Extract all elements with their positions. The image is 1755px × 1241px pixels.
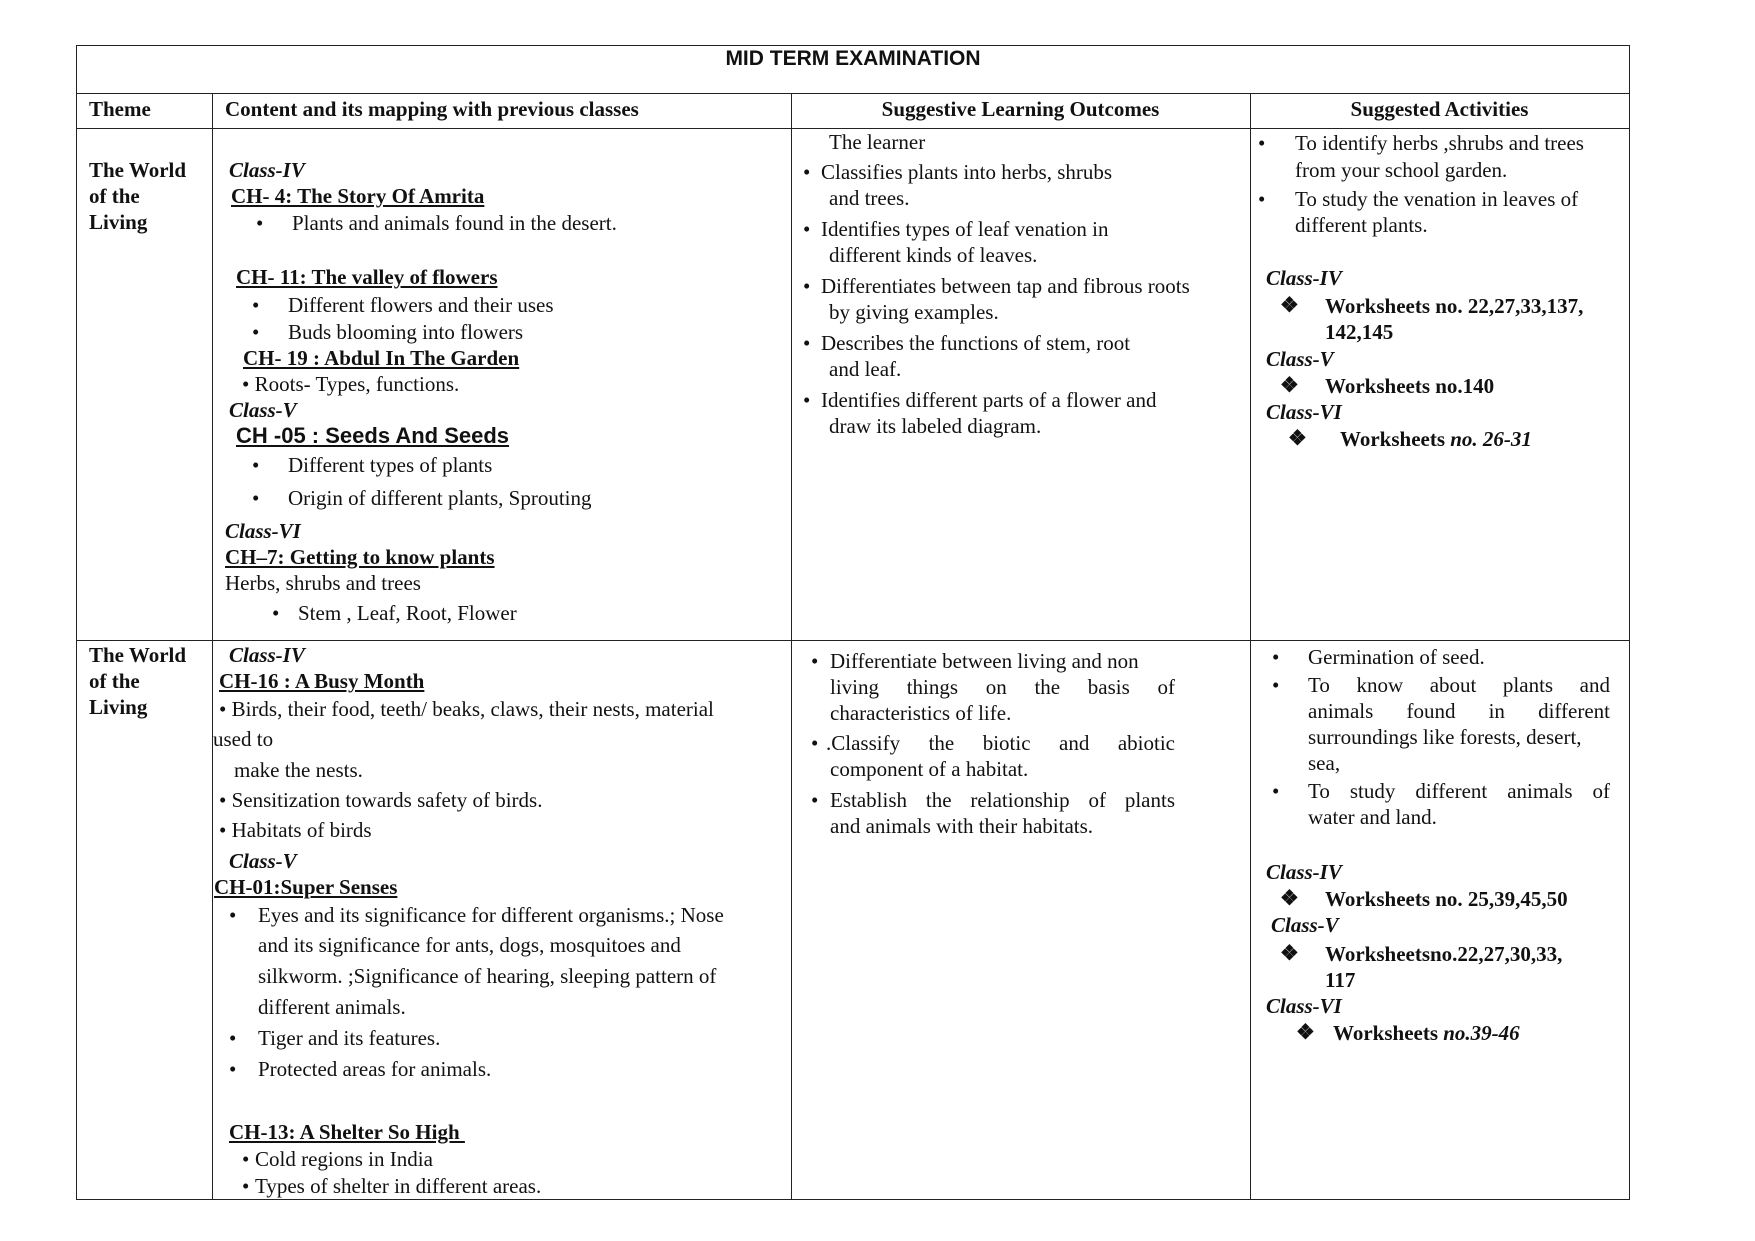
row1-ch19-item: • Roots- Types, functions. xyxy=(242,372,460,396)
border-header-bottom xyxy=(76,128,1630,129)
row1-outcome5-line2: draw its labeled diagram. xyxy=(829,414,1042,438)
row2-worksheets-class5-line2: 117 xyxy=(1325,968,1356,992)
table-title: MID TERM EXAMINATION xyxy=(725,47,981,70)
row1-activities-class6: Class-VI xyxy=(1266,400,1342,424)
bullet-icon: • xyxy=(811,649,819,673)
border-row1-bottom xyxy=(76,640,1630,641)
row1-theme-line1: The World xyxy=(89,158,187,182)
row1-class5-label: Class-V xyxy=(229,398,297,422)
row2-worksheets-class5-line1: Worksheetsno.22,27,30,33, xyxy=(1325,942,1563,966)
row2-activities-class6: Class-VI xyxy=(1266,994,1342,1018)
row2-ch13-item1: Cold regions in India xyxy=(255,1147,433,1171)
bullet-icon: • xyxy=(1272,645,1280,669)
row2-class4-label: Class-IV xyxy=(229,643,305,667)
row2-ch01-item1-line2: and its significance for ants, dogs, mosquitoes and xyxy=(258,933,681,957)
bullet-icon: • xyxy=(242,1147,250,1171)
row2-outcome1-line1: Differentiate between living and non xyxy=(830,649,1139,673)
row1-outcome2-line1: Identifies types of leaf venation in xyxy=(821,217,1109,241)
bullet-icon: • xyxy=(803,274,811,298)
row2-activity2-line1: To know about plants and xyxy=(1308,673,1610,697)
row1-outcome3-line2: by giving examples. xyxy=(829,300,999,324)
row2-ch01-heading: CH-01:Super Senses xyxy=(214,875,398,899)
worksheets-range: no. 26-31 xyxy=(1450,427,1532,451)
row1-class6-label: Class-VI xyxy=(225,519,301,543)
border-right xyxy=(1629,45,1630,1200)
row1-ch11-heading: CH- 11: The valley of flowers xyxy=(236,265,498,289)
border-bottom xyxy=(76,1199,1630,1200)
row1-outcome2-line2: different kinds of leaves. xyxy=(829,243,1038,267)
row2-ch13-heading: CH-13: A Shelter So High xyxy=(229,1120,465,1144)
row1-theme-line3: Living xyxy=(89,210,148,234)
col-divider-1 xyxy=(212,93,213,1200)
row1-ch4-heading: CH- 4: The Story Of Amrita xyxy=(231,184,485,208)
bullet-icon: • xyxy=(272,601,280,625)
row1-outcome1-line1: Classifies plants into herbs, shrubs xyxy=(821,160,1113,184)
row1-ch19-heading: CH- 19 : Abdul In The Garden xyxy=(243,346,520,370)
row2-theme-line2: of the xyxy=(89,669,140,693)
row1-ch7-item: Stem , Leaf, Root, Flower xyxy=(298,601,517,625)
header-content: Content and its mapping with previous classes xyxy=(225,97,639,121)
row2-activity1: Germination of seed. xyxy=(1308,645,1485,669)
row1-worksheets-class4-line2: 142,145 xyxy=(1325,320,1394,344)
diamond-bullet-icon: ❖ xyxy=(1288,426,1307,450)
row1-ch05-heading: CH -05 : Seeds And Seeds xyxy=(236,423,510,448)
diamond-bullet-icon: ❖ xyxy=(1280,373,1299,397)
worksheets-prefix: Worksheets xyxy=(1340,427,1451,451)
header-activities: Suggested Activities xyxy=(1350,97,1529,121)
row2-class5-label: Class-V xyxy=(229,849,297,873)
bullet-icon: • xyxy=(252,486,260,510)
row2-outcome1-line3: characteristics of life. xyxy=(830,701,1012,725)
row1-ch7-heading: CH–7: Getting to know plants xyxy=(225,545,495,569)
bullet-icon: • xyxy=(242,1174,250,1198)
row1-activities-class4: Class-IV xyxy=(1266,266,1342,290)
diamond-bullet-icon: ❖ xyxy=(1280,886,1299,910)
diamond-bullet-icon: ❖ xyxy=(1296,1020,1315,1044)
border-title-bottom xyxy=(76,93,1630,94)
row2-activities-class4: Class-IV xyxy=(1266,860,1342,884)
row1-outcomes-intro: The learner xyxy=(829,130,926,154)
bullet-icon: • xyxy=(803,217,811,241)
row2-activity3-line1: To study different animals of xyxy=(1308,779,1610,803)
col-divider-2 xyxy=(791,93,792,1200)
bullet-icon: • xyxy=(803,331,811,355)
row1-outcome5-line1: Identifies different parts of a flower and xyxy=(821,388,1157,412)
row2-ch16-line2: used to xyxy=(213,727,274,751)
row1-outcome1-line2: and trees. xyxy=(829,186,910,210)
row1-outcome3-line1: Differentiates between tap and fibrous roots xyxy=(821,274,1190,298)
bullet-icon: • xyxy=(252,453,260,477)
bullet-icon: • xyxy=(229,1057,237,1081)
row1-activity1-line2: from your school garden. xyxy=(1295,158,1508,182)
row1-ch05-item2: Origin of different plants, Sprouting xyxy=(288,486,592,510)
bullet-icon: • xyxy=(252,320,260,344)
header-theme: Theme xyxy=(89,97,151,121)
row1-worksheets-class6 xyxy=(1340,427,1532,451)
bullet-icon: • xyxy=(803,388,811,412)
row1-class4-label: Class-IV xyxy=(229,158,305,182)
row1-outcome4-line1: Describes the functions of stem, root xyxy=(821,331,1131,355)
row1-ch7-text: Herbs, shrubs and trees xyxy=(225,571,421,595)
row2-ch01-item1-line1: Eyes and its significance for different organisms.; Nose xyxy=(258,903,724,927)
row2-worksheets-class4: Worksheets no. 25,39,45,50 xyxy=(1325,887,1568,911)
row2-worksheets-class6 xyxy=(1333,1021,1520,1045)
col-divider-3 xyxy=(1250,93,1251,1200)
row2-ch01-item1-line3: silkworm. ;Significance of hearing, sleeping pattern of xyxy=(258,964,717,988)
row1-worksheets-class4-line1: Worksheets no. 22,27,33,137, xyxy=(1325,294,1584,318)
bullet-icon: • xyxy=(1272,779,1280,803)
row2-ch13-item2: Types of shelter in different areas. xyxy=(255,1174,542,1198)
row2-ch01-item3: Protected areas for animals. xyxy=(258,1057,492,1081)
bullet-icon: • xyxy=(1258,131,1266,155)
row2-outcome2-line1: .Classify the biotic and abiotic xyxy=(826,731,1175,755)
bullet-icon: • xyxy=(1272,673,1280,697)
bullet-icon: • xyxy=(811,788,819,812)
row2-theme-line3: Living xyxy=(89,695,148,719)
row2-ch16-line5: • Habitats of birds xyxy=(219,818,372,842)
row1-activity1-line1: To identify herbs ,shrubs and trees xyxy=(1295,131,1584,155)
row2-outcome1-line2: living things on the basis of xyxy=(830,675,1175,699)
row2-outcome3-line2: and animals with their habitats. xyxy=(830,814,1094,838)
row2-ch16-line3: make the nests. xyxy=(234,758,363,782)
row2-ch01-item2: Tiger and its features. xyxy=(258,1026,441,1050)
row2-activities-class5: Class-V xyxy=(1271,913,1339,937)
worksheets-prefix: Worksheets xyxy=(1333,1021,1444,1045)
row1-outcome4-line2: and leaf. xyxy=(829,357,902,381)
row2-ch16-line4: • Sensitization towards safety of birds. xyxy=(219,788,543,812)
row1-theme-line2: of the xyxy=(89,184,140,208)
row1-activity2-line1: To study the venation in leaves of xyxy=(1295,187,1579,211)
diamond-bullet-icon: ❖ xyxy=(1280,293,1299,317)
worksheets-range: no.39-46 xyxy=(1443,1021,1520,1045)
border-left xyxy=(76,45,77,1200)
row2-activity2-line3: surroundings like forests, desert, xyxy=(1308,725,1582,749)
row2-activity2-line4: sea, xyxy=(1308,751,1341,775)
diamond-bullet-icon: ❖ xyxy=(1280,941,1299,965)
header-outcomes: Suggestive Learning Outcomes xyxy=(881,97,1160,121)
bullet-icon: • xyxy=(1258,187,1266,211)
row1-ch11-item2: Buds blooming into flowers xyxy=(288,320,524,344)
row2-activity3-line2: water and land. xyxy=(1308,805,1437,829)
border-top xyxy=(76,45,1630,46)
row2-outcome3-line1: Establish the relationship of plants xyxy=(830,788,1175,812)
bullet-icon: • xyxy=(803,160,811,184)
row1-ch11-item1: Different flowers and their uses xyxy=(288,293,554,317)
row2-ch01-item1-line4: different animals. xyxy=(258,995,406,1019)
bullet-icon: • xyxy=(252,293,260,317)
bullet-icon: • xyxy=(811,731,819,755)
bullet-icon: • xyxy=(229,1026,237,1050)
row2-outcome2-line2: component of a habitat. xyxy=(830,757,1029,781)
bullet-icon: • xyxy=(229,903,237,927)
row1-ch05-item1: Different types of plants xyxy=(288,453,493,477)
row2-activity2-line2: animals found in different xyxy=(1308,699,1610,723)
row2-ch16-heading: CH-16 : A Busy Month xyxy=(219,669,425,693)
row1-worksheets-class5: Worksheets no.140 xyxy=(1325,374,1495,398)
row2-ch16-line1: • Birds, their food, teeth/ beaks, claws, their nests, material xyxy=(219,697,714,721)
row1-activity2-line2: different plants. xyxy=(1295,213,1428,237)
row1-activities-class5: Class-V xyxy=(1266,347,1334,371)
row2-theme-line1: The World xyxy=(89,643,187,667)
bullet-icon: • xyxy=(256,211,264,235)
row1-ch4-item: Plants and animals found in the desert. xyxy=(292,211,617,235)
